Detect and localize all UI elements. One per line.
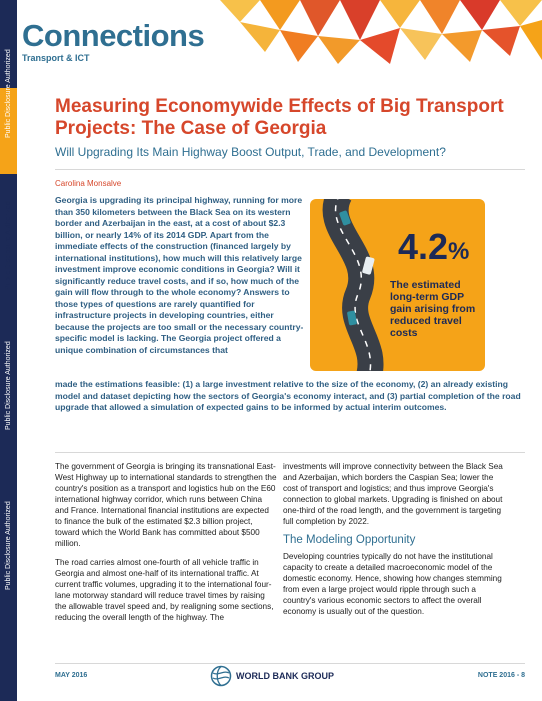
body-paragraph: Developing countries typically do not have the institutional capacity to create a detailed macroeconomic model of the domestic economy. Hence, showing how changes stemming from even a large project would ripple through such a country's various economic sectors to affect the overall economy is usually out of the question. (283, 552, 502, 616)
series-subtitle: Transport & ICT (22, 53, 90, 63)
series-name: Connections (22, 18, 205, 53)
section-heading: The Modeling Opportunity (283, 534, 416, 546)
body-paragraph: The government of Georgia is bringing its transnational East-West Highway up to international standards to strengthen the country's position as a transport and logistics hub on the E60 international highway corridor, which runs between China and France. International financial institutions are expected to finance the bulk of the estimated $2.3 billion project, toward which the World Bank has committed about $500 million. (55, 462, 277, 548)
article-subtitle: Will Upgrading Its Main Highway Boost Output, Trade, and Development? (55, 145, 446, 159)
masthead (22, 20, 204, 63)
divider (55, 169, 525, 170)
body-column-left (55, 461, 277, 631)
world-bank-logo (210, 665, 334, 687)
triangle-pattern-graphic (220, 0, 542, 64)
stat-value: 4.2% (398, 226, 470, 267)
disclosure-label: Public Disclosure Authorized (5, 341, 12, 430)
stat-caption: The estimated long-term GDP gain arising from reduced travel costs (390, 279, 476, 339)
lead-paragraph-continued: made the estimations feasible: (1) a large investment relative to the size of the economy, (2) an already existing model and dataset depicting how the sectors of Georgia's economy interact, and (3) partial completion of the road upgrade that allowed a simulation of expected gains to be informed by actual interim outcomes. (55, 379, 521, 412)
disclosure-label: Public Disclosure Authorized (5, 49, 12, 138)
publication-date: MAY 2016 (55, 672, 88, 679)
disclosure-label: Public Disclosure Authorized (5, 501, 12, 590)
footer-divider (55, 663, 525, 664)
note-number: NOTE 2016 - 8 (477, 672, 525, 679)
body-column-right (283, 461, 505, 625)
divider (55, 452, 525, 453)
logo-text: WORLD BANK GROUP (236, 671, 334, 681)
body-paragraph: investments will improve connectivity between the Black Sea and Azerbaijan, which borders the Caspian Sea; lower the cost of transport and logistics; and thus improve Georgia's connection to global markets. Upgrading is finished on about one-third of the road length, and the government is targeting full completion by 2022. (283, 462, 503, 526)
body-paragraph: The road carries almost one-fourth of all vehicle traffic in Georgia and almost one-half of its international traffic. At current traffic volumes, upgrading it to the international four-lane motorway standard will reduce travel times by raising the allowable travel speed and, by realigning some sections, reducing the overall length of the highway. The (55, 558, 274, 622)
article-title: Measuring Economywide Effects of Big Transport Projects: The Case of Georgia (55, 96, 504, 139)
disclosure-label: Public Disclosure Authorized (5, 201, 12, 290)
triangle-banner (220, 0, 542, 64)
globe-icon (210, 665, 232, 687)
stat-callout (310, 199, 485, 371)
lead-paragraph: Georgia is upgrading its principal highway, running for more than 350 kilometers between the Black Sea on its western border and Azerbaijan in the east, at a cost of about $2.3 billion, or nearly 14% of its 2014 GDP. Apart from the immediate effects of the construction (financed largely by international institutions), how much will this relatively large investment improve economic conditions in Georgia? Will it significantly reduce travel costs, and if so, how much of the gain will flow through to the whole economy? Answers to those types of questions are rarely quantified for infrastructure projects in developing countries, either because the projects are too small or the necessary country-specific model is lacking. The Georgia project offered a unique combination of circumstances that (55, 195, 304, 355)
author-name: Carolina Monsalve (55, 179, 122, 188)
